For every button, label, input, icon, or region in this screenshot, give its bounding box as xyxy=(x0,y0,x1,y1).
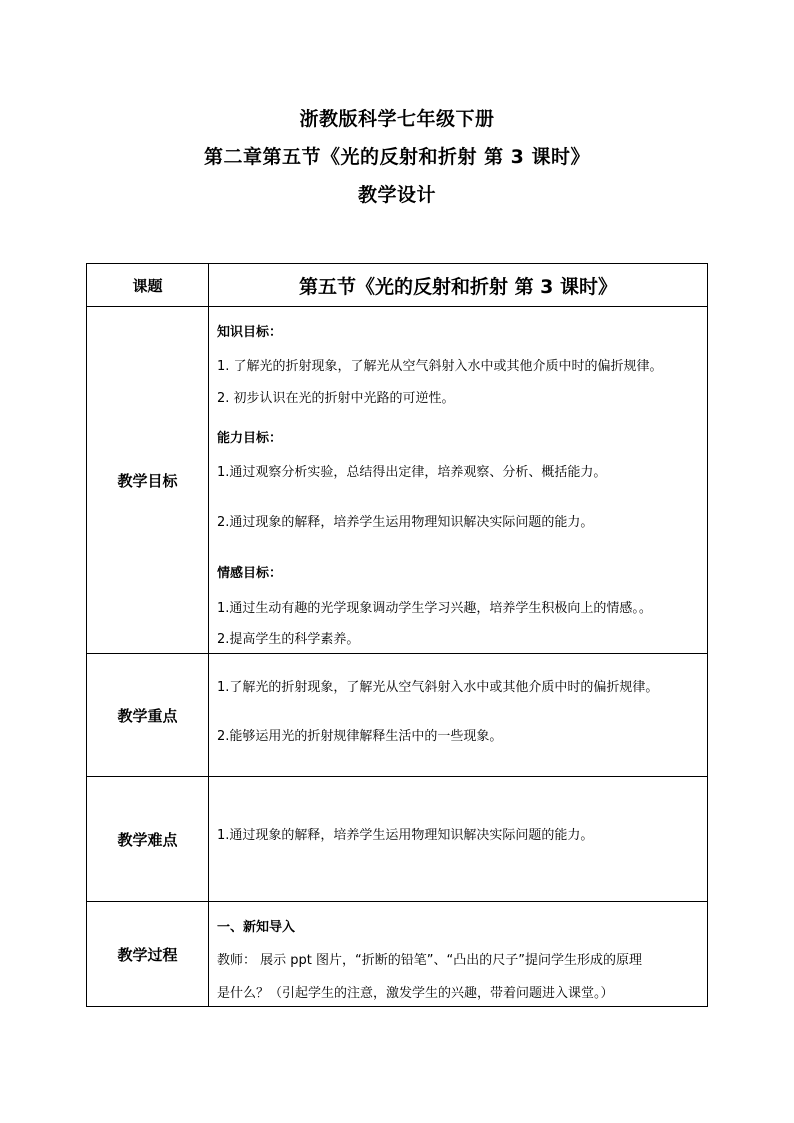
goals-label: 教学目标 xyxy=(87,307,209,654)
difficulty-item: 1.通过现象的解释，培养学生运用物理知识解决实际问题的能力。 xyxy=(217,828,594,843)
difficulty-label: 教学难点 xyxy=(87,777,209,902)
title-line-3: 教学设计 xyxy=(357,184,436,206)
knowledge-goal-item: 2. 初步认识在光的折射中光路的可逆性。 xyxy=(217,391,455,406)
process-label: 教学过程 xyxy=(87,902,209,1007)
process-heading: 一、新知导入 xyxy=(217,920,296,935)
ability-goal-item: 1.通过观察分析实验，总结得出定律，培养观察、分析、概括能力。 xyxy=(217,465,607,480)
process-row xyxy=(87,902,708,1007)
process-content xyxy=(209,902,708,1007)
goals-content xyxy=(209,307,708,654)
difficulty-row xyxy=(87,777,708,902)
lesson-plan-table xyxy=(86,263,708,1007)
goals-row xyxy=(87,307,708,654)
document-title xyxy=(0,100,794,214)
topic-value: 第五节《光的反射和折射 第 3 课时》 xyxy=(209,264,708,307)
difficulty-content xyxy=(209,777,708,902)
key-points-content xyxy=(209,654,708,777)
ability-goals-heading: 能力目标： xyxy=(217,431,283,446)
ability-goal-item: 2.通过现象的解释，培养学生运用物理知识解决实际问题的能力。 xyxy=(217,515,594,530)
emotion-goals-heading: 情感目标： xyxy=(217,566,283,581)
key-points-label: 教学重点 xyxy=(87,654,209,777)
emotion-goal-item: 1.通过生动有趣的光学现象调动学生学习兴趣，培养学生积极向上的情感。。 xyxy=(217,601,652,616)
topic-label: 课题 xyxy=(87,264,209,307)
process-text-line: 是什么？（引起学生的注意，激发学生的兴趣，带着问题进入课堂。） xyxy=(217,986,614,1001)
process-text-line: 教师： 展示 ppt 图片，“折断的铅笔”、“凸出的尺子”提问学生形成的原理 xyxy=(217,953,642,968)
title-line-2: 第二章第五节《光的反射和折射 第 3 课时》 xyxy=(203,146,591,168)
knowledge-goal-item: 1. 了解光的折射现象，了解光从空气斜射入水中或其他介质中时的偏折规律。 xyxy=(217,359,663,374)
topic-row xyxy=(87,264,708,307)
key-points-row xyxy=(87,654,708,777)
title-line-1: 浙教版科学七年级下册 xyxy=(299,108,495,130)
knowledge-goals-heading: 知识目标： xyxy=(217,325,283,340)
emotion-goal-item: 2.提高学生的科学素养。 xyxy=(217,632,360,647)
key-point-item: 2.能够运用光的折射规律解释生活中的一些现象。 xyxy=(217,729,503,744)
key-point-item: 1.了解光的折射现象，了解光从空气斜射入水中或其他介质中时的偏折规律。 xyxy=(217,680,659,695)
